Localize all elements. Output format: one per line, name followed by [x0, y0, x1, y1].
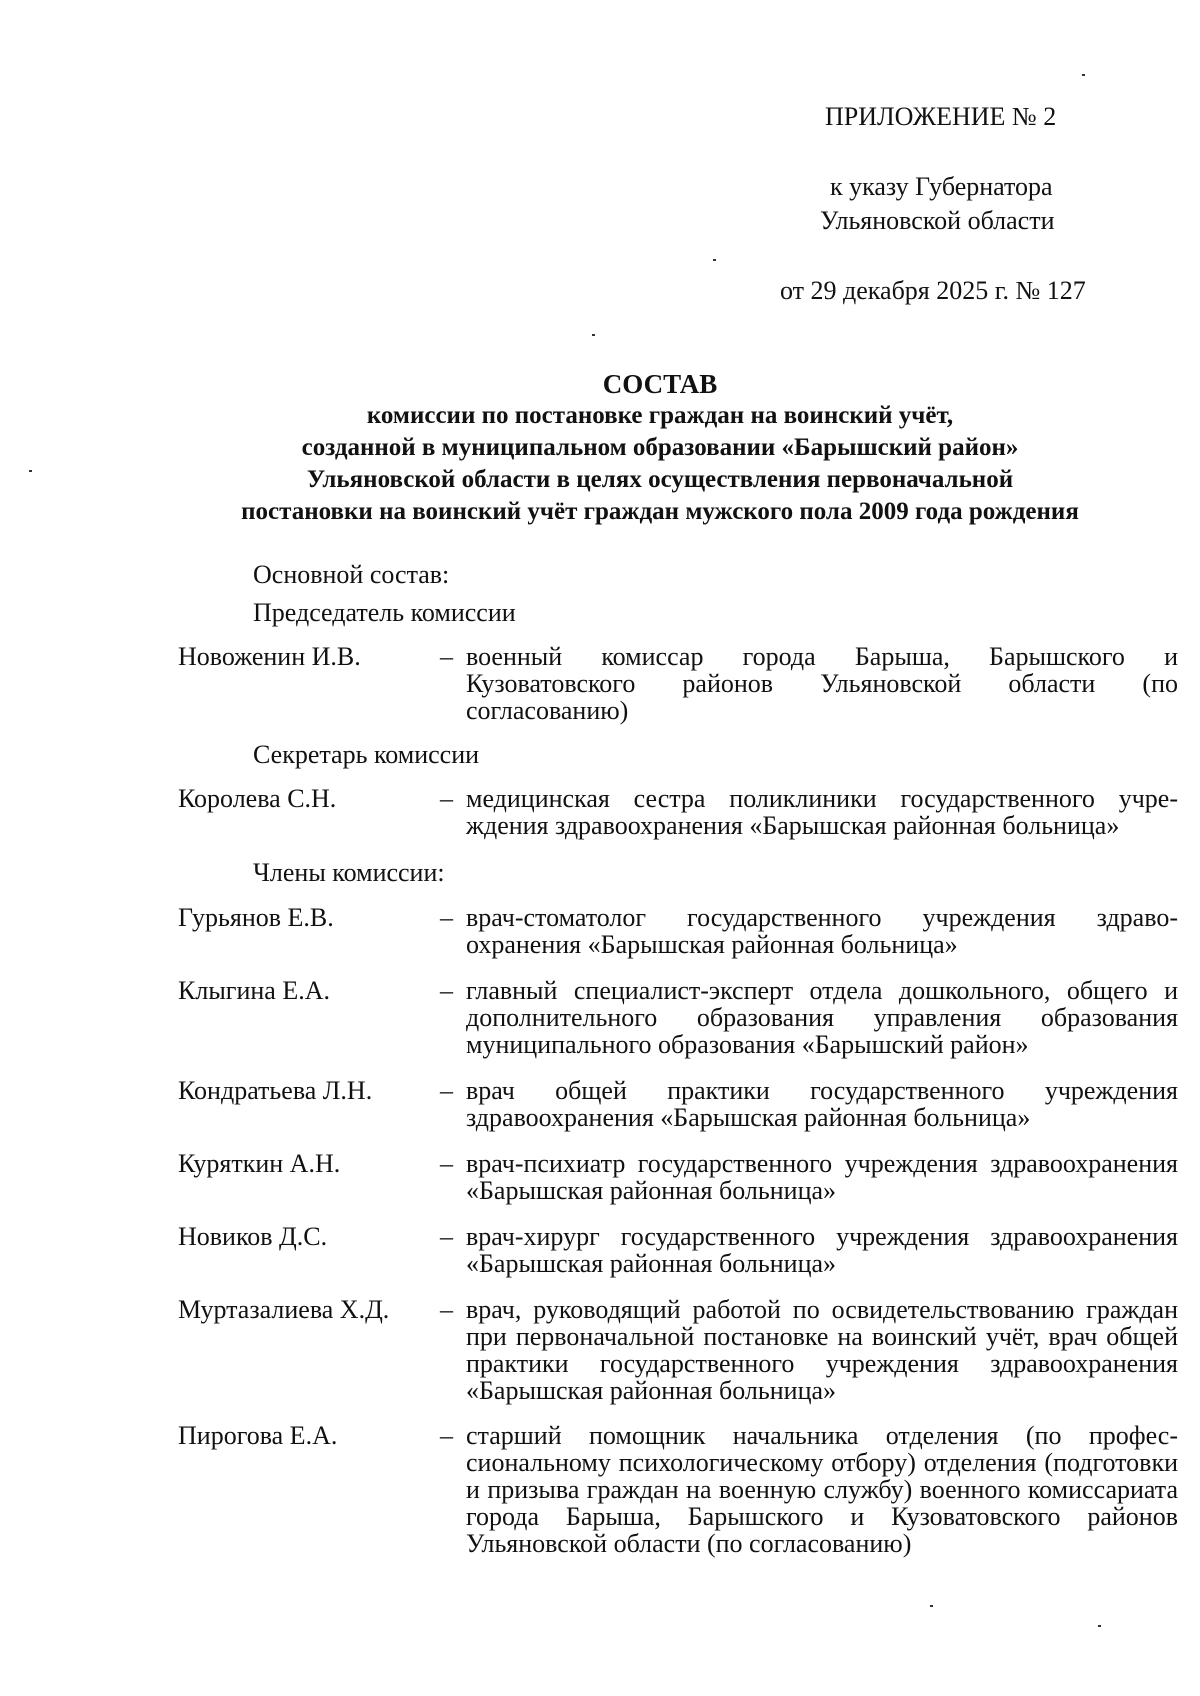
person-role: врач-хирург государственного учреждения здравоохранения «Барышская районная больница»: [466, 1222, 1178, 1278]
heading-line-2: созданной в муниципальном образовании «Барышский район»: [301, 434, 1019, 461]
person-role: врач общей практики государственного учреждения здравоохранения «Барышская районная больница»: [466, 1076, 1178, 1132]
dash: –: [440, 1295, 453, 1324]
dash: –: [440, 976, 453, 1005]
scan-speck: [1098, 1625, 1101, 1627]
person-role: медицинская сестра поликлиники государственного учреждения здравоохранения «Барышская районная больница»: [466, 784, 1178, 840]
section-main-composition: Основной состав:: [253, 560, 450, 589]
appendix-title: ПРИЛОЖЕНИЕ № 2: [825, 102, 1057, 131]
heading-line-4: постановки на воинский учёт граждан мужского пола 2009 года рождения: [241, 498, 1079, 525]
scan-speck: [930, 1605, 933, 1607]
person-name: Гурьянов Е.В.: [178, 903, 334, 932]
section-secretary: Секретарь комиссии: [253, 740, 480, 769]
person-role: врач-психиатр государственного учреждения здравоохранения «Барышская районная больница»: [466, 1149, 1178, 1205]
section-chairman: Председатель комиссии: [253, 598, 516, 627]
heading-line-3: Ульяновской области в целях осуществления первоначальной: [306, 466, 1014, 493]
dash: –: [440, 1222, 453, 1251]
heading-title: СОСТАВ: [602, 369, 718, 399]
appendix-header: [780, 100, 1200, 308]
person-name: Кондратьева Л.Н.: [178, 1076, 373, 1105]
scan-speck: [29, 470, 32, 472]
scan-speck: [592, 334, 595, 336]
dash: –: [440, 1149, 453, 1178]
person-name: Пирогова Е.А.: [178, 1421, 338, 1450]
person-name: Новиков Д.С.: [178, 1222, 328, 1251]
appendix-date: от 29 декабря 2025 г. № 127: [780, 276, 1086, 305]
dash: –: [440, 903, 453, 932]
person-role: главный специалист-эксперт отдела дошкольного, общего и дополнительного образования управления образования муниципального образования «Барышский район»: [466, 976, 1178, 1059]
dash: –: [440, 1421, 453, 1450]
appendix-region: Ульяновской области: [820, 206, 1055, 235]
person-name: Муртазалиева Х.Д.: [178, 1295, 390, 1324]
person-role: старший помощник начальника отделения (по профессиональному психологическому отбору) отделения (подготовки и призыва граждан на военную службу) военного комиссариата города Барыша, Барышского и Кузоватовского районов Ульяновской области (по согласованию): [466, 1421, 1178, 1558]
person-role: врач-стоматолог государственного учреждения здравоохранения «Барышская районная больница»: [466, 903, 1178, 959]
person-name: Королева С.Н.: [178, 784, 337, 813]
dash: –: [440, 1076, 453, 1105]
scan-speck: [1082, 74, 1085, 76]
person-name: Клыгина Е.А.: [178, 976, 330, 1005]
document-heading: [130, 368, 1190, 528]
person-role: военный комиссар города Барыша, Барышского и Кузоватовского районов Ульяновской области (по согласованию): [466, 642, 1178, 725]
dash: –: [440, 784, 453, 813]
section-members: Члены комиссии:: [253, 858, 445, 887]
person-name: Куряткин А.Н.: [178, 1149, 341, 1178]
person-role: врач, руководящий работой по освидетельствованию граждан при первоначальной постановке на воинский учёт, врач общей практики государственного учреждения здравоохранения «Барышская районная больница»: [466, 1295, 1178, 1405]
person-name: Новоженин И.В.: [178, 642, 361, 671]
dash: –: [440, 642, 453, 671]
appendix-to-decree: к указу Губернатора: [830, 172, 1053, 201]
heading-line-1: комиссии по постановке граждан на воинский учёт,: [366, 402, 954, 429]
scan-speck: [713, 259, 716, 261]
